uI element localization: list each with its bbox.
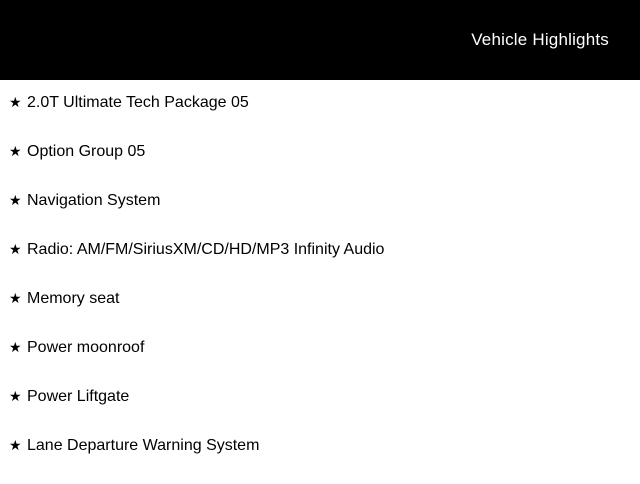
header-bar <box>0 0 640 80</box>
star-icon: ★ <box>9 339 22 355</box>
list-item-label: Memory seat <box>27 290 120 307</box>
list-item-label: Option Group 05 <box>27 143 146 160</box>
list-item-label: Power moonroof <box>27 339 145 356</box>
list-item <box>0 92 640 141</box>
list-item-label: Lane Departure Warning System <box>27 437 260 454</box>
list-item <box>0 239 640 288</box>
list-item-label: Power Liftgate <box>27 388 130 405</box>
list-item <box>0 190 640 239</box>
list-item-label: 2.0T Ultimate Tech Package 05 <box>27 94 249 111</box>
list-item-label: Radio: AM/FM/SiriusXM/CD/HD/MP3 Infinity Audio <box>27 241 385 258</box>
star-icon: ★ <box>9 143 22 159</box>
list-item <box>0 141 640 190</box>
star-icon: ★ <box>9 388 22 404</box>
star-icon: ★ <box>9 290 22 306</box>
list-item <box>0 386 640 435</box>
vehicle-highlights-list <box>0 80 640 484</box>
list-item <box>0 435 640 484</box>
list-item <box>0 288 640 337</box>
star-icon: ★ <box>9 192 22 208</box>
list-item-label: Navigation System <box>27 192 161 209</box>
star-icon: ★ <box>9 94 22 110</box>
list-item <box>0 337 640 386</box>
star-icon: ★ <box>9 437 22 453</box>
page-title: Vehicle Highlights <box>471 30 609 49</box>
star-icon: ★ <box>9 241 22 257</box>
